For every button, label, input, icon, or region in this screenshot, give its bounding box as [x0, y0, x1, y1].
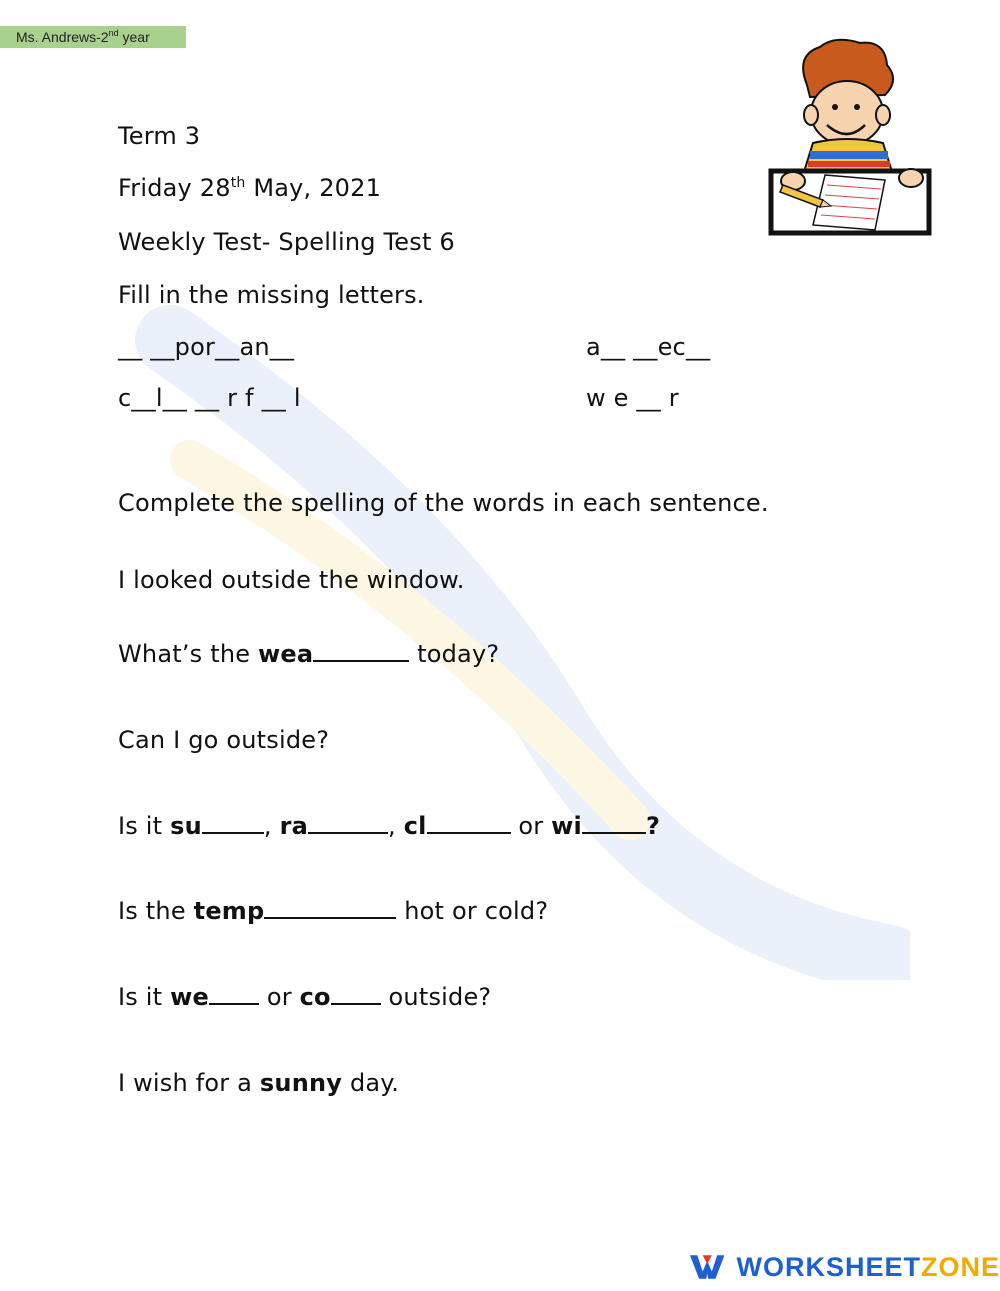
- worksheetzone-logo[interactable]: WORKSHEETZONE: [690, 1249, 1000, 1285]
- sentence-6: Is it we or co outside?: [118, 983, 492, 1011]
- term-label: Term 3: [118, 122, 201, 150]
- w-logo-icon: [690, 1254, 724, 1280]
- answer-blank[interactable]: [582, 812, 646, 834]
- section1-instruction: Fill in the missing letters.: [118, 281, 425, 309]
- missing-letters-word-2: a__ __ec__: [586, 333, 711, 361]
- sentence-2: What’s the wea today?: [118, 640, 500, 668]
- missing-letters-word-1: __ __por__an__: [118, 333, 295, 361]
- answer-blank[interactable]: [264, 897, 396, 919]
- section2-instruction: Complete the spelling of the words in each sentence.: [118, 489, 769, 517]
- sentence-3: Can I go outside?: [118, 726, 330, 754]
- answer-blank[interactable]: [209, 983, 259, 1005]
- sentence-4: Is it su , ra , cl or wi ?: [118, 812, 661, 840]
- sentence-1: I looked outside the window.: [118, 566, 465, 594]
- answer-blank[interactable]: [427, 812, 511, 834]
- answer-blank[interactable]: [202, 812, 264, 834]
- answer-blank[interactable]: [331, 983, 381, 1005]
- missing-letters-word-3: c__l__ __ r f __ l: [118, 384, 301, 412]
- date-label: Friday 28th May, 2021: [118, 174, 382, 202]
- sentence-7: I wish for a sunny day.: [118, 1069, 400, 1097]
- test-title: Weekly Test- Spelling Test 6: [118, 228, 455, 256]
- answer-blank[interactable]: [313, 640, 409, 662]
- boy-writing-illustration: [765, 35, 935, 240]
- teacher-tag: Ms. Andrews-2nd year: [0, 26, 186, 48]
- missing-letters-word-4: w e __ r: [586, 384, 679, 412]
- sentence-5: Is the temp hot or cold?: [118, 897, 549, 925]
- answer-blank[interactable]: [308, 812, 388, 834]
